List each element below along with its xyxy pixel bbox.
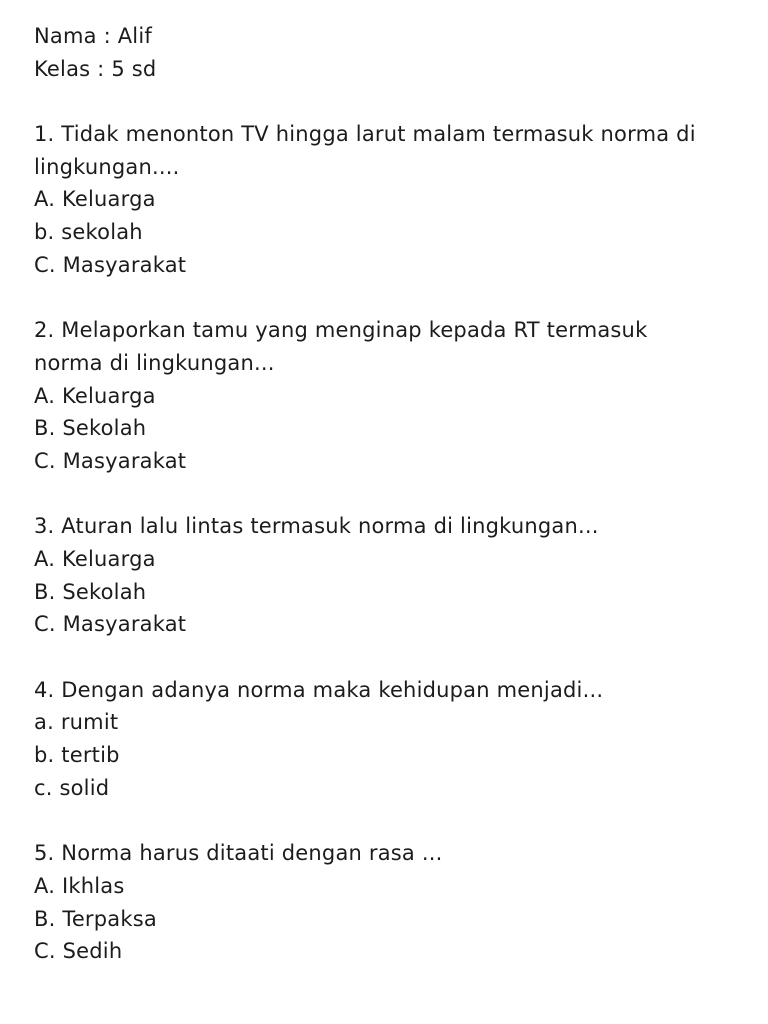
spacer: [34, 478, 738, 511]
question-text-continuation: lingkungan....: [34, 154, 180, 179]
answer-option: c. solid: [34, 775, 110, 800]
answer-option: b. sekolah: [34, 220, 143, 245]
spacer: [34, 85, 738, 118]
question-5: [34, 837, 738, 968]
question-text: 3. Aturan lalu lintas termasuk norma di lingkungan...: [34, 514, 599, 539]
question-4: [34, 674, 738, 805]
answer-option: C. Masyarakat: [34, 612, 187, 637]
question-1: [34, 118, 738, 281]
answer-option: A. Keluarga: [34, 383, 156, 408]
answer-option: B. Terpaksa: [34, 906, 157, 931]
question-3: [34, 510, 738, 641]
student-class: Kelas : 5 sd: [34, 56, 157, 81]
answer-option: a. rumit: [34, 710, 119, 735]
question-text: 4. Dengan adanya norma maka kehidupan menjadi...: [34, 677, 604, 702]
answer-option: B. Sekolah: [34, 416, 147, 441]
question-text-continuation: norma di lingkungan...: [34, 350, 275, 375]
question-text: 5. Norma harus ditaati dengan rasa ...: [34, 841, 443, 866]
answer-option: b. tertib: [34, 743, 120, 768]
answer-option: A. Keluarga: [34, 187, 156, 212]
spacer: [34, 805, 738, 838]
answer-option: C. Masyarakat: [34, 252, 187, 277]
student-header: [34, 20, 738, 85]
answer-option: B. Sekolah: [34, 579, 147, 604]
question-text: 1. Tidak menonton TV hingga larut malam termasuk norma di: [34, 122, 696, 147]
student-name: Nama : Alif: [34, 24, 152, 48]
answer-option: A. Ikhlas: [34, 873, 125, 898]
question-text: 2. Melaporkan tamu yang menginap kepada RT termasuk: [34, 318, 648, 343]
answer-option: C. Masyarakat: [34, 448, 187, 473]
answer-option: A. Keluarga: [34, 547, 156, 571]
answer-option: C. Sedih: [34, 939, 123, 964]
spacer: [34, 641, 738, 674]
spacer: [34, 282, 738, 315]
question-2: [34, 314, 738, 477]
